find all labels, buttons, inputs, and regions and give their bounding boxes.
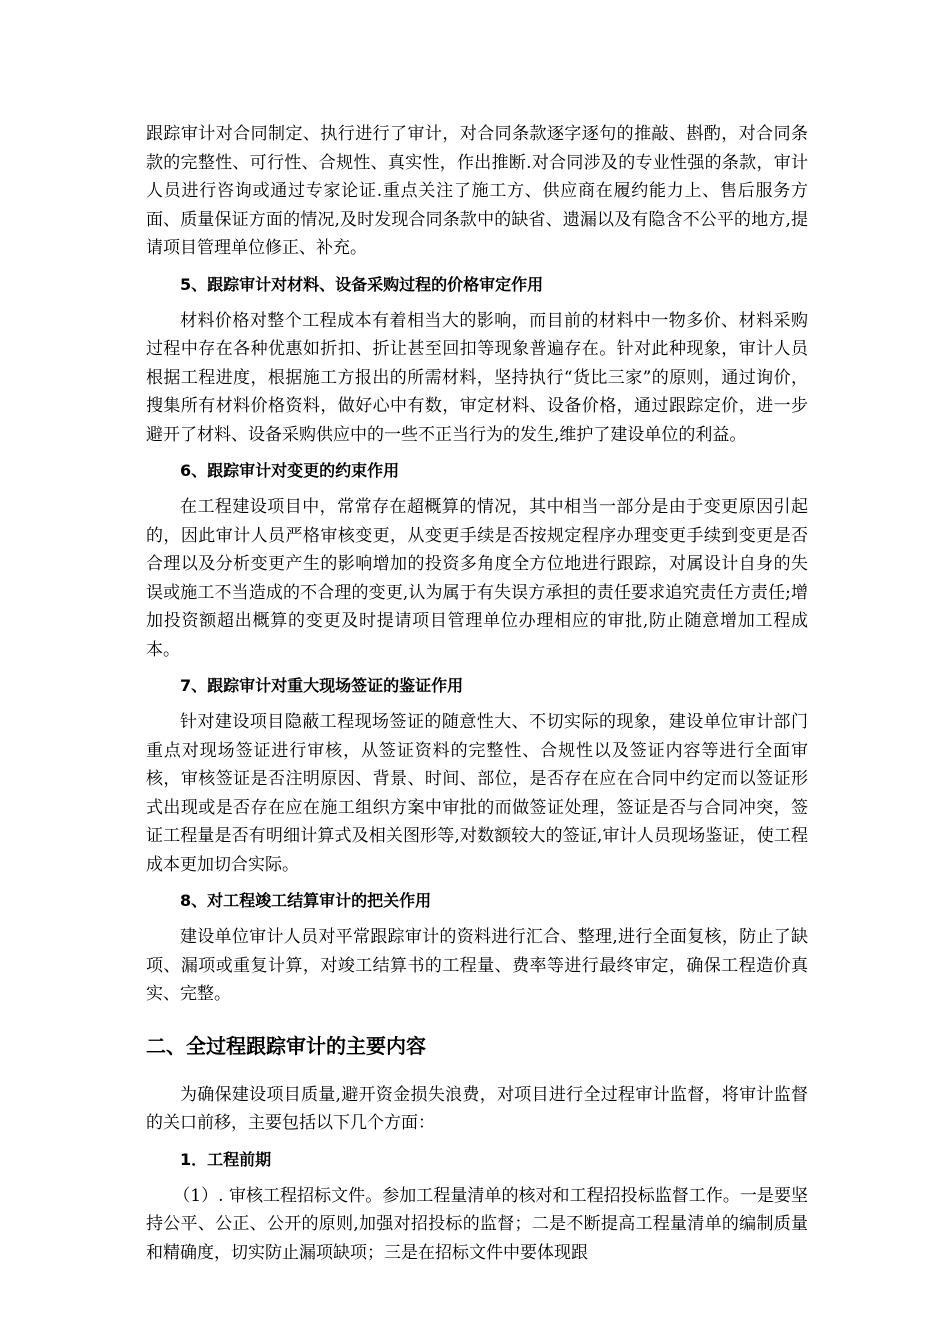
heading-5-material-price: 5、跟踪审计对材料、设备采购过程的价格审定作用 xyxy=(180,274,544,294)
paragraph-intro-main-content: 为确保建设项目质量,避开资金损失浪费，对项目进行全过程审计监督，将审计监督的关口前移，主要包括以下几个方面： xyxy=(146,1084,808,1133)
document-page xyxy=(146,120,808,1267)
heading-6-change-constraint: 6、跟踪审计对变更的约束作用 xyxy=(180,461,400,480)
heading-7-site-visa: 7、跟踪审计对重大现场签证的鉴证作用 xyxy=(180,676,464,695)
paragraph-bid-document-review: （1）. 审核工程招标文件。参加工程量清单的核对和工程招投标监督工作。一是要坚持公平、公正、公开的原则,加强对招投标的监督；二是不断提高工程量清单的编制质量和精确度，切实防止漏项缺项；三是在招标文件中要体现跟 xyxy=(146,1185,808,1263)
heading-8-final-settlement: 8、对工程竣工结算审计的把关作用 xyxy=(180,891,432,910)
heading-1-project-early-stage: 1．工程前期 xyxy=(180,1149,272,1169)
paragraph-final-settlement: 建设单位审计人员对平常跟踪审计的资料进行汇合、整理,进行全面复核，防止了缺项、漏项或重复计算，对竣工结算书的工程量、费率等进行最终审定，确保工程造价真实、完整。 xyxy=(146,927,808,1004)
paragraph-contract-audit: 跟踪审计对合同制定、执行进行了审计，对合同条款逐字逐句的推敲、斟酌，对合同条款的完整性、可行性、合规性、真实性，作出推断.对合同涉及的专业性强的条款，审计人员进行咨询或通过专家论证.重点关注了施工方、供应商在履约能力上、售后服务方面、质量保证方面的情况,及时发现合同条款中的缺省、遗漏以及有隐含不公平的地方,提请项目管理单位修正、补充。 xyxy=(146,124,808,258)
paragraph-change-constraint: 在工程建设项目中，常常存在超概算的情况，其中相当一部分是由于变更原因引起的，因此审计人员严格审核变更，从变更手续是否按规定程序办理变更手续到变更是否合理以及分析变更产生的影响增加的投资多角度全方位地进行跟踪，对属设计自身的失误或施工不当造成的不合理的变更,认为属于有失误方承担的责任要求追究责任方责任;增加投资额超出概算的变更及时提请项目管理单位办理相应的审批,防止随意增加工程成本。 xyxy=(146,497,808,660)
paragraph-material-price: 材料价格对整个工程成本有着相当大的影响，而目前的材料中一物多价、材料采购过程中存在各种优惠如折扣、折让甚至回扣等现象普遍存在。针对此种现象，审计人员根据工程进度，根据施工方报出的所需材料，坚持执行“货比三家”的原则，通过询价，搜集所有材料价格资料，做好心中有数，审定材料、设备价格，通过跟踪定价，进一步避开了材料、设备采购供应中的一些不正当行为的发生,维护了建设单位的利益。 xyxy=(146,310,808,445)
section-title-main-content: 二、全过程跟踪审计的主要内容 xyxy=(146,1033,426,1058)
paragraph-site-visa: 针对建设项目隐蔽工程现场签证的随意性大、不切实际的现象，建设单位审计部门重点对现场签证进行审核，从签证资料的完整性、合规性以及签证内容等进行全面审核，审核签证是否注明原因、背景、时间、部位，是否存在应在合同中约定而以签证形式出现或是否存在应在施工组织方案中审批的而做签证处理，签证是否与合同冲突，签证工程量是否有明细计算式及相关图形等,对数额较大的签证,审计人员现场鉴证，使工程成本更加切合实际。 xyxy=(146,712,808,875)
